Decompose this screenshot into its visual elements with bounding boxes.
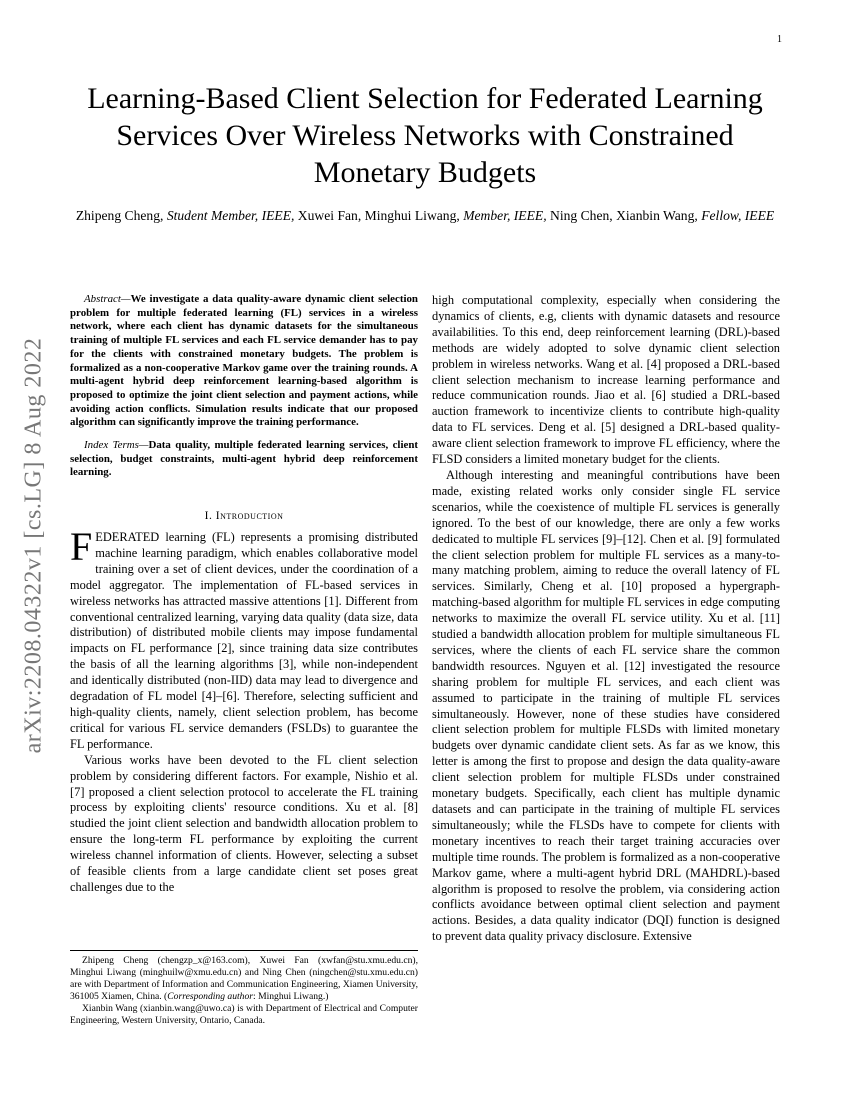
title-block — [70, 80, 780, 225]
footnote-1-italic: Corresponding author — [167, 991, 253, 1003]
abstract — [70, 293, 418, 430]
author-2: Xuwei Fan, Minghui Liwang, — [294, 208, 464, 223]
intro-paragraph-1 — [70, 524, 418, 753]
intro-paragraph-1-text: EDERATED learning (FL) represents a promising distributed machine learning paradigm, which enables collaborative model training over a set of client devices, under the coordination of a model aggregator. The implementation of FL-based services in wireless networks has attracted massive attentions [1]. Different from conventional centralized learning, varying data quality (data size, data distribution) of distributed mobile clients may impose fundamental impacts on FL performance [2], since training data size contributes the basis of all the learning algorithms [3], while non-independent and identically distributed (non-IID) data may lead to divergence and degradation of FL model [4]–[6]. Therefore, selecting sufficient and high-quality clients, namely, client selection problem, has become critical for various FL service demanders (FSLDs) to guarantee the FL performance. — [70, 530, 418, 751]
left-column — [70, 293, 418, 896]
intro-paragraph-2: Various works have been devoted to the FL client selection problem by considering different factors. For example, Nishio et al. [7] proposed a client selection protocol to accelerate the FL training process by exploiting clients' resource conditions. Xu et al. [8] studied the joint client selection and bandwidth allocation problem to ensure the long-term FL performance by exploiting the current wireless channel information of clients. However, selecting a subset of feasible clients from a large candidate client set poses great challenges due to the — [70, 752, 418, 894]
author-3: Ning Chen, Xianbin Wang, — [546, 208, 702, 223]
paper-title: Learning-Based Client Selection for Federated Learning Services Over Wireless Networks with Constrained Monetary Budgets — [87, 82, 763, 189]
footnote-affiliation-2: Xianbin Wang (xianbin.wang@uwo.ca) is with Department of Electrical and Computer Engineering, Western University, Ontario, Canada. — [70, 1003, 418, 1027]
right-column — [432, 293, 780, 945]
arxiv-identifier-text: arXiv:2208.04322v1 [cs.LG] 8 Aug 2022 — [20, 337, 47, 753]
arxiv-identifier — [14, 300, 54, 790]
footnotes — [70, 950, 418, 1028]
abstract-text: We investigate a data quality-aware dynamic client selection problem for multiple federated learning (FL) services in a wireless network, where each client has dynamic datasets for the simultaneous training of multiple FL services and each FL service demander has to pay for the clients with constrained monetary budgets. The problem is formalized as a non-cooperative Markov game over the training rounds. A multi-agent hybrid deep reinforcement learning-based algorithm is proposed to optimize the joint client selection and payment actions, while avoiding action conflicts. Simulation results indicate that our proposed algorithm can significantly improve the training performance. — [70, 293, 418, 429]
footnote-1-text-a: Zhipeng Cheng (chengzp_x@163.com), Xuwei Fan (xwfan@stu.xmu.edu.cn), Minghui Liwang (minghuilw@xmu.edu.cn) and Ning Chen (ningchen@stu.xmu.edu.cn) are with Department of Information and Communication Engineering, Xiamen University, 361005 Xiamen, China. ( — [70, 955, 418, 1003]
author-1-role: Student Member, IEEE, — [166, 208, 295, 223]
author-2-role: Member, IEEE, — [463, 208, 547, 223]
intro-paragraph-3: high computational complexity, especially when considering the dynamics of clients, e.g, clients with dynamic datasets and resource availabilities. To this end, deep reinforcement learning (DRL)-based methods are widely adopted to solve dynamic client selection problem in wireless networks. Wang et al. [4] proposed a DRL-based client selection mechanism to increase learning performance and reduce communication rounds. Jiao et al. [6] studied a DRL-based auction framework to incentivize clients to contribute high-quality data to FL services. Deng et al. [5] designed a DRL-based quality-aware client selection framework to improve FL efficiency, where the FLSD considers a limited monetary budget for the clients. — [432, 293, 780, 467]
author-3-role: Fellow, IEEE — [701, 208, 775, 223]
section-heading-introduction: I. Introduction — [204, 509, 284, 523]
index-terms-label: Index Terms— — [84, 439, 149, 452]
footnote-affiliation-1 — [70, 955, 418, 1003]
page-number: 1 — [777, 34, 782, 45]
author-1: Zhipeng Cheng, — [75, 208, 167, 223]
intro-paragraph-4: Although interesting and meaningful contributions have been made, existing related works only consider single FL service scenarios, while the coexistence of multiple FL services is generally ignored. To the best of our knowledge, there are only a few works dedicated to multiple FL services [9]–[12]. Chen et al. [9] formulated the client selection problem for multiple FL services as a many-to-many matching problem, aiming to reduce the overall latency of FL services. Similarly, Cheng et al. [10] proposed a hypergraph-matching-based algorithm for multiple FL services in edge computing networks to maximize the overall FL service utility. Xu et al. [11] studied a bandwidth allocation problem for multiple simultaneous FL services, where the clients of each FL service share the common bandwidth resources. Nguyen et al. [12] investigated the resource sharing problem for multiple FL services, and each client was assumed to participate in the training of multiple FL services simultaneously. However, none of these studies have considered client selection problem for multiple FLSDs with limited monetary budgets over dynamic candidate client sets. As far as we know, this letter is among the first to propose and design the data quality-aware client selection problem for multiple FLSDs under constrained monetary budgets. Specifically, each client has multiple dynamic datasets and can participate in the training of multiple FL services simultaneously; while the FLSDs have to compete for clients with monetary incentives to reach their target training accuracies over multiple time rounds. The problem is formalized as a non-cooperative Markov game, where a multi-agent hybrid DRL (MAHDRL)-based algorithm is proposed to resolve the problem, via considering action conflicts avoidance between optimal client selection and payment actions. Besides, a data quality indicator (DQI) function is designed to prevent data quality privacy disclosure. Extensive — [432, 467, 780, 944]
abstract-label: Abstract— — [84, 293, 131, 305]
index-terms — [70, 439, 418, 480]
footnote-1-text-b: : Minghui Liwang.) — [253, 991, 329, 1003]
index-terms-text: Data quality, multiple federated learning services, client selection, budget constraints, multi-agent hybrid deep reinforcement learning. — [70, 439, 419, 479]
author-list — [70, 207, 780, 225]
drop-cap: F — [70, 524, 93, 570]
